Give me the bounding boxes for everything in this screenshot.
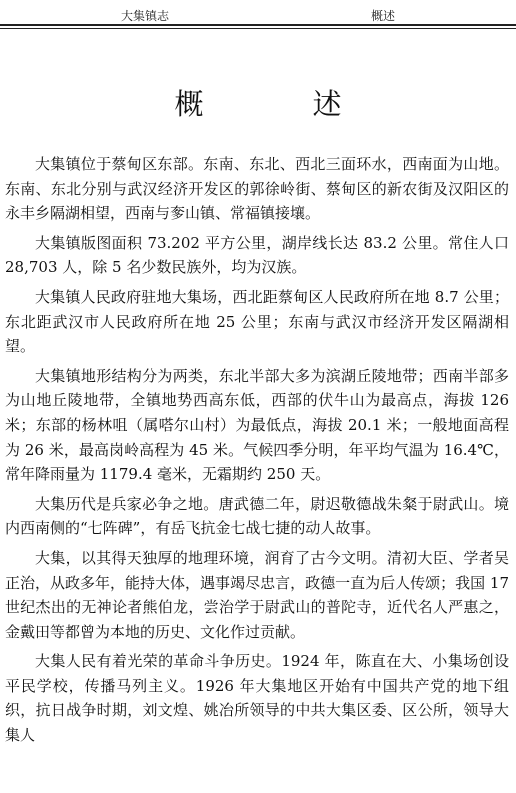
paragraph-revolution: 大集人民有着光荣的革命斗争历史。1924 年，陈直在大、小集场创设平民学校，传播马列主义。1926 年大集地区开始有中国共产党的地下组织，抗日战争时期，刘文煌、姚冶所领导的中共大集区委、区公所，领导大集人 (5, 652, 509, 745)
header-rule-thick (0, 24, 516, 26)
paragraph-government-seat: 大集镇人民政府驻地大集场，西北距蔡甸区人民政府所在地 8.7 公里；东北距武汉市人民政府所在地 25 公里；东南与武汉市经济开发区隔湖相望。 (5, 287, 509, 356)
paragraph-location: 大集镇位于蔡甸区东部。东南、东北、西北三面环水，西南面为山地。东南、东北分别与武汉经济开发区的郭徐岭街、蔡甸区的新农街及汉阳区的永丰乡隔湖相望，西南与奓山镇、常福镇接壤。 (5, 155, 509, 223)
paragraph-military-history: 大集历代是兵家必争之地。唐武德二年，尉迟敬德战朱粲于尉武山。境内西南侧的“七阵碑”，有岳飞抗金七战七捷的动人故事。 (5, 494, 509, 538)
chapter-title: 概 述 (174, 87, 382, 121)
paragraph-culture: 大集，以其得天独厚的地理环境，润育了古今文明。清初大臣、学者吴正治，从政多年，能持大体，遇事竭尽忠言，政德一直为后人传颂；我国 17 世纪杰出的无神论者熊伯龙，尝治学于尉武山的普陀寺，近代名人严惠之，金戴田等都曾为本地的历史、文化作过贡献。 (5, 548, 509, 641)
header-rule-thin (0, 28, 516, 29)
header-book-title: 大集镇志 (121, 9, 170, 23)
paragraph-terrain-climate: 大集镇地形结构分为两类，东北半部大多为滨湖丘陵地带；西南半部多为山地丘陵地带，全镇地势西高东低，西部的伏牛山为最高点，海拔 126 米；东部的杨林咀（属嗒尔山村）为最低点，海拔 20.1 米；一般地面高程为 26 米，最高岗岭高程为 45 米。气候四季分明，年平均气温为 16.4℃，常年降雨量为 1179.4 毫米，无霜期约 250 天。 (5, 366, 509, 484)
body-text (5, 152, 509, 753)
header-section-title: 概述 (371, 9, 396, 23)
running-header (0, 0, 516, 24)
paragraph-area-population: 大集镇版图面积 73.202 平方公里，湖岸线长达 83.2 公里。常住人口 28,703 人，除 5 名少数民族外，均为汉族。 (5, 233, 509, 277)
